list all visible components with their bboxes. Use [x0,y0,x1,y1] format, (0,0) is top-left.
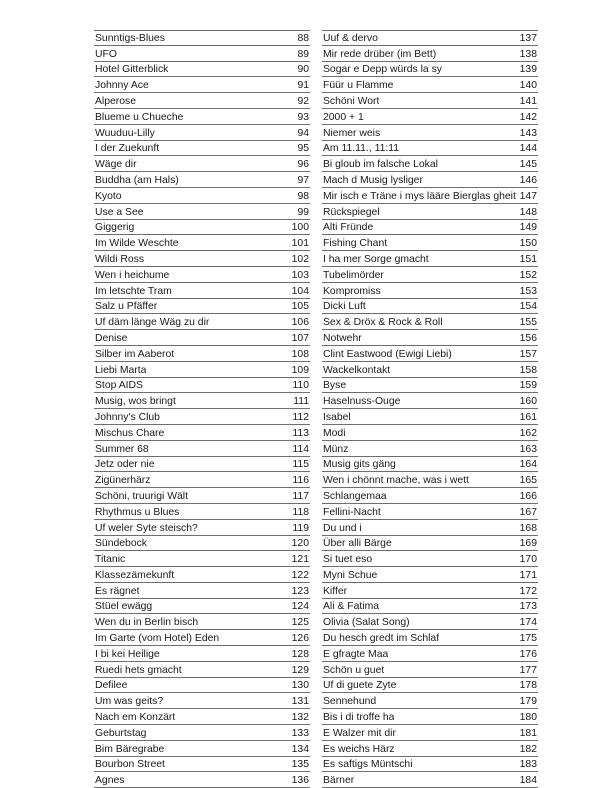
index-entry [322,156,538,172]
entry-title: Mischus Chare [95,427,165,439]
entry-page-number: 112 [292,411,309,423]
entry-title: Modi [323,427,346,439]
entry-page-number: 98 [297,190,309,202]
entry-page-number: 119 [292,522,309,534]
entry-page-number: 170 [519,554,537,566]
entry-title: Isabel [323,411,351,423]
entry-title: Hotel Gitterblick [95,64,169,76]
entry-page-number: 133 [291,727,309,739]
entry-title: Kyoto [95,190,122,202]
index-entry [322,93,538,109]
index-entry [94,77,310,93]
entry-page-number: 164 [519,459,537,471]
entry-title: Kompromiss [323,285,381,297]
entry-page-number: 141 [519,95,537,107]
entry-page-number: 181 [519,727,537,739]
entry-page-number: 184 [519,775,537,787]
entry-title: Rückspiegel [323,206,380,218]
entry-title: Ruedi hets gmacht [95,664,182,676]
entry-title: Wen i chönnt mache, was i wett [323,475,469,487]
entry-title: Sündebock [95,538,147,550]
index-entry [94,204,310,220]
entry-page-number: 113 [292,427,309,439]
entry-page-number: 121 [291,554,309,566]
entry-title: Wen du in Berlin bisch [95,617,199,629]
index-entry [322,646,538,662]
entry-page-number: 134 [291,743,309,755]
entry-page-number: 145 [519,159,537,171]
index-entry [94,693,310,709]
index-entry [322,62,538,78]
index-entry [94,536,310,552]
index-entry [94,125,310,141]
entry-title: Johnny Ace [95,80,149,92]
index-entry [322,630,538,646]
entry-page-number: 105 [291,301,309,313]
entry-page-number: 178 [519,680,537,692]
entry-title: Es rägnet [95,585,140,597]
index-entry [322,378,538,394]
entry-title: Sunntigs-Blues [95,32,165,44]
entry-page-number: 107 [291,332,309,344]
entry-page-number: 159 [519,380,537,392]
entry-title: Nach em Konzärt [95,712,176,724]
entry-page-number: 156 [519,332,537,344]
entry-title: Wackelkontakt [323,364,391,376]
entry-title: Wildi Ross [95,253,145,265]
entry-title: Alti Fründe [323,222,374,234]
entry-title: Sennehund [323,696,377,708]
index-entry [322,520,538,536]
index-entry [322,77,538,93]
entry-title: Im Wilde Weschte [95,238,179,250]
entry-title: Schöni, truurigi Wält [95,490,188,502]
entry-title: Wen i heichume [95,269,170,281]
entry-title: UFO [95,48,117,60]
entry-title: Dicki Luft [323,301,366,313]
entry-page-number: 118 [292,506,309,518]
entry-page-number: 183 [519,759,537,771]
entry-page-number: 89 [297,48,309,60]
entry-title: Füür u Flamme [323,80,394,92]
entry-page-number: 100 [291,222,309,234]
entry-title: Zigünerhärz [95,475,151,487]
entry-title: Bourbon Street [95,759,165,771]
entry-title: Im letschte Tram [95,285,172,297]
entry-title: Es weichs Härz [323,743,395,755]
entry-page-number: 130 [291,680,309,692]
index-entry [94,457,310,473]
entry-page-number: 123 [291,585,309,597]
entry-title: Es saftigs Müntschi [323,759,413,771]
entry-page-number: 154 [519,301,537,313]
entry-page-number: 161 [519,411,537,423]
entry-title: Schön u guet [323,664,385,676]
entry-title: Stop AIDS [95,380,143,392]
entry-page-number: 143 [519,127,537,139]
entry-page-number: 132 [291,712,309,724]
entry-page-number: 125 [291,617,309,629]
entry-page-number: 106 [291,317,309,329]
entry-title: E Walzer mit dir [323,727,396,739]
index-entry [94,567,310,583]
index-entry [322,678,538,694]
index-entry [94,46,310,62]
index-entry [322,567,538,583]
entry-page-number: 114 [292,443,309,455]
index-entry [322,409,538,425]
entry-title: Fellini-Nacht [323,506,381,518]
entry-page-number: 96 [297,159,309,171]
index-entry [94,630,310,646]
entry-page-number: 179 [519,696,537,708]
index-entry [322,314,538,330]
index-entry [94,757,310,773]
entry-page-number: 165 [519,475,537,487]
entry-page-number: 157 [519,348,537,360]
entry-title: Giggerig [95,222,135,234]
index-entry [94,62,310,78]
index-entry [94,109,310,125]
entry-title: Bim Bäregrabe [95,743,165,755]
index-entry [322,346,538,362]
index-column-left [94,30,310,788]
entry-page-number: 173 [519,601,537,613]
index-entry [94,678,310,694]
entry-title: I der Zuekunft [95,143,160,155]
index-entry [322,425,538,441]
entry-title: Summer 68 [95,443,149,455]
index-entry [94,93,310,109]
entry-title: Haselnuss-Ouge [323,396,401,408]
index-entry [322,693,538,709]
index-entry [322,251,538,267]
index-entry [94,741,310,757]
index-column-right [322,30,538,788]
entry-page-number: 152 [519,269,537,281]
index-entry [322,741,538,757]
index-entry [94,251,310,267]
index-entry [322,235,538,251]
index-entry [94,314,310,330]
entry-page-number: 147 [519,190,537,202]
index-entry [94,504,310,520]
index-entry [322,457,538,473]
index-entry [94,235,310,251]
entry-page-number: 122 [291,569,309,581]
entry-page-number: 140 [519,80,537,92]
entry-page-number: 91 [297,80,309,92]
entry-title: Uf däm länge Wäg zu dir [95,317,210,329]
entry-page-number: 139 [519,64,537,76]
entry-title: Wuuduu-Lilly [95,127,155,139]
index-entry [322,220,538,236]
entry-page-number: 155 [519,317,537,329]
entry-title: Bis i di troffe ha [323,712,395,724]
entry-page-number: 180 [519,712,537,724]
entry-page-number: 146 [519,174,537,186]
entry-page-number: 101 [291,238,309,250]
index-entry [322,709,538,725]
index-entry [94,362,310,378]
index-entry [94,614,310,630]
entry-page-number: 108 [291,348,309,360]
entry-page-number: 163 [519,443,537,455]
entry-title: Bi gloub im falsche Lokal [323,159,438,171]
entry-page-number: 93 [297,111,309,123]
entry-page-number: 175 [519,633,537,645]
index-entry [94,409,310,425]
entry-title: Buddha (am Hals) [95,174,179,186]
entry-title: Uuf & dervo [323,32,378,44]
index-entry [322,725,538,741]
index-entry [94,188,310,204]
entry-title: Kiffer [323,585,348,597]
index-entry [322,141,538,157]
entry-page-number: 137 [519,32,537,44]
entry-page-number: 99 [297,206,309,218]
entry-page-number: 115 [292,459,309,471]
entry-title: Use a See [95,206,144,218]
index-entry [94,172,310,188]
index-entry [322,283,538,299]
entry-title: Agnes [95,775,125,787]
index-entry [94,283,310,299]
entry-title: Ali & Fatima [323,601,380,613]
entry-page-number: 102 [291,253,309,265]
index-entry [322,188,538,204]
entry-title: Klassezämekunft [95,569,175,581]
entry-page-number: 120 [291,538,309,550]
index-entry [322,551,538,567]
entry-page-number: 109 [291,364,309,376]
entry-title: Im Garte (vom Hotel) Eden [95,633,220,645]
entry-title: Um was geits? [95,696,164,708]
entry-title: Am 11.11., 11:11 [323,143,400,155]
index-entry [94,662,310,678]
entry-page-number: 148 [519,206,537,218]
entry-title: Johnny's Club [95,411,160,423]
entry-title: Mir rede drüber (im Bett) [323,48,437,60]
entry-page-number: 172 [519,585,537,597]
index-entry [94,156,310,172]
entry-page-number: 153 [519,285,537,297]
index-entry [94,425,310,441]
entry-page-number: 171 [519,569,537,581]
entry-title: Musig, wos bringt [95,396,176,408]
entry-title: Sogar e Depp würds la sy [323,64,442,76]
entry-title: Byse [323,380,347,392]
entry-page-number: 95 [297,143,309,155]
entry-title: Denise [95,332,128,344]
index-entry [322,267,538,283]
entry-title: Stüel ewägg [95,601,153,613]
entry-page-number: 90 [297,64,309,76]
entry-page-number: 104 [291,285,309,297]
entry-title: Mach d Musig lysliger [323,174,423,186]
entry-page-number: 128 [291,648,309,660]
entry-page-number: 176 [519,648,537,660]
entry-page-number: 138 [519,48,537,60]
entry-page-number: 160 [519,396,537,408]
entry-title: Du und i [323,522,362,534]
entry-page-number: 149 [519,222,537,234]
entry-page-number: 117 [292,490,309,502]
index-entry [322,109,538,125]
index-entry [94,551,310,567]
index-entry [322,46,538,62]
index-entry [322,772,538,788]
entry-page-number: 126 [291,633,309,645]
entry-page-number: 131 [291,696,309,708]
entry-page-number: 94 [297,127,309,139]
index-entry [94,299,310,315]
entry-title: Münz [323,443,349,455]
index-entry [94,30,310,46]
index-entry [94,646,310,662]
index-entry [94,441,310,457]
entry-page-number: 144 [519,143,537,155]
entry-title: Fishing Chant [323,238,388,250]
entry-page-number: 142 [519,111,537,123]
index-entry [322,757,538,773]
entry-title: Clint Eastwood (Ewigi Liebi) [323,348,452,360]
entry-page-number: 158 [519,364,537,376]
index-entry [94,378,310,394]
entry-title: Defilee [95,680,128,692]
entry-title: E gfragte Maa [323,648,389,660]
index-entry [94,393,310,409]
entry-title: Wäge dir [95,159,137,171]
index-entry [94,772,310,788]
entry-title: I ha mer Sorge gmacht [323,253,429,265]
entry-title: Uf weler Syte steisch? [95,522,198,534]
index-entry [322,30,538,46]
index-entry [94,709,310,725]
index-entry [94,599,310,615]
entry-title: Schöni Wort [323,95,380,107]
entry-page-number: 166 [519,490,537,502]
index-entry [322,662,538,678]
index-entry [322,393,538,409]
index-entry [94,583,310,599]
entry-page-number: 136 [291,775,309,787]
index-entry [322,125,538,141]
entry-title: Blueme u Chueche [95,111,184,123]
entry-title: Myni Schue [323,569,378,581]
entry-title: Jetz oder nie [95,459,155,471]
entry-page-number: 151 [519,253,537,265]
index-entry [322,504,538,520]
index-entry [322,536,538,552]
entry-page-number: 97 [297,174,309,186]
index-entry [94,488,310,504]
entry-title: Geburtstag [95,727,147,739]
entry-title: Alperose [95,95,137,107]
index-entry [322,330,538,346]
index-entry [322,172,538,188]
entry-page-number: 111 [293,396,309,408]
entry-title: Bärner [323,775,355,787]
entry-title: Rhythmus u Blues [95,506,180,518]
entry-title: Sex & Dröx & Rock & Roll [323,317,443,329]
entry-page-number: 110 [292,380,309,392]
entry-title: Salz u Pfäffer [95,301,158,313]
index-entry [322,472,538,488]
index-entry [322,362,538,378]
entry-title: Liebi Marta [95,364,147,376]
index-entry [322,488,538,504]
entry-page-number: 103 [291,269,309,281]
entry-title: Über alli Bärge [323,538,392,550]
index-entry [322,599,538,615]
index-entry [94,346,310,362]
entry-page-number: 116 [292,475,309,487]
index-entry [322,441,538,457]
entry-title: Si tuet eso [323,554,373,566]
entry-page-number: 177 [519,664,537,676]
index-entry [322,583,538,599]
entry-page-number: 174 [519,617,537,629]
index-entry [322,204,538,220]
entry-page-number: 182 [519,743,537,755]
entry-title: Mir isch e Träne i mys lääre Bierglas gheit [323,190,516,202]
index-entry [94,330,310,346]
entry-page-number: 124 [291,601,309,613]
index-entry [94,267,310,283]
entry-title: I bi kei Heilige [95,648,160,660]
index-entry [94,220,310,236]
entry-page-number: 169 [519,538,537,550]
entry-title: Tubelimörder [323,269,384,281]
entry-title: Schlangemaa [323,490,387,502]
entry-title: Uf di guete Zyte [323,680,397,692]
index-entry [94,472,310,488]
entry-title: 2000 + 1 [323,111,364,123]
entry-title: Niemer weis [323,127,381,139]
index-entry [322,299,538,315]
index-entry [94,141,310,157]
entry-title: Olivia (Salat Song) [323,617,410,629]
index-entry [94,520,310,536]
index-entry [94,725,310,741]
entry-title: Titanic [95,554,126,566]
entry-title: Notwehr [323,332,362,344]
entry-page-number: 162 [519,427,537,439]
entry-page-number: 150 [519,238,537,250]
entry-page-number: 167 [519,506,537,518]
entry-page-number: 88 [297,32,309,44]
entry-title: Musig gits gäng [323,459,396,471]
index-entry [322,614,538,630]
entry-page-number: 129 [291,664,309,676]
entry-page-number: 168 [519,522,537,534]
entry-title: Du hesch gredt im Schlaf [323,633,440,645]
entry-page-number: 135 [291,759,309,771]
entry-title: Silber im Aaberot [95,348,175,360]
entry-page-number: 92 [297,95,309,107]
